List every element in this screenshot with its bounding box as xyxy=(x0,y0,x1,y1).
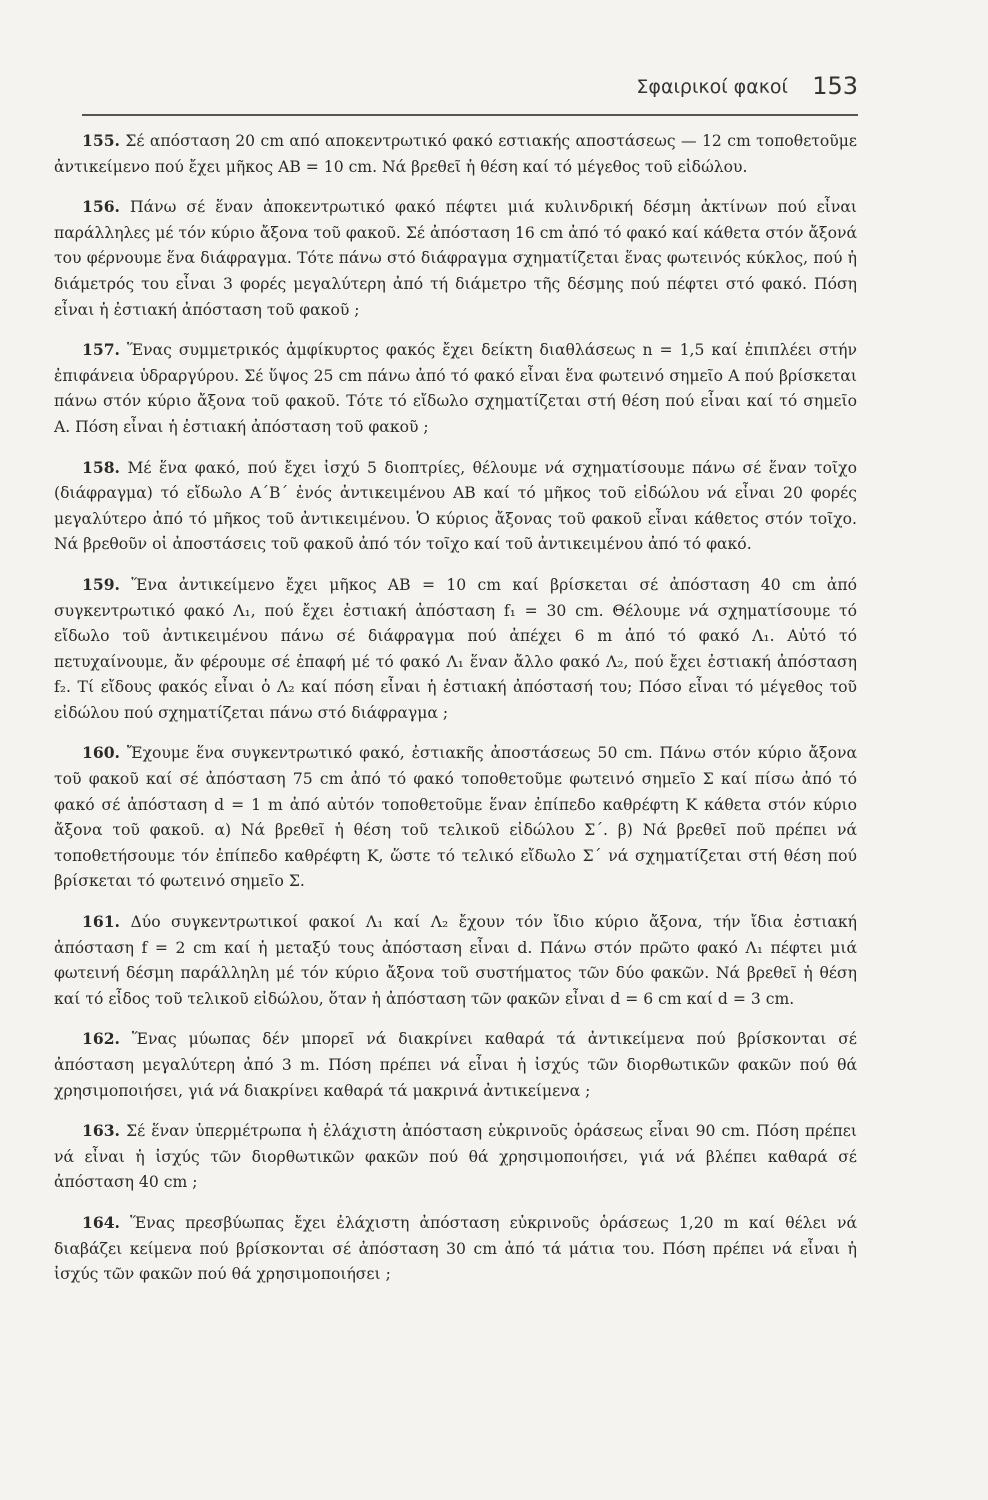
problem-number: 155. xyxy=(82,131,120,150)
problem-text: Δύο συγκεντρωτικοί φακοί Λ₁ καί Λ₂ ἔχουν τόν ἴδιο κύριο ἄξονα, τήν ἴδια ἐστιακή ἀπόσταση f = 2 cm καί ἡ μεταξύ τους ἀπόσταση εἶναι d. Πάνω στόν πρῶτο φακό Λ₁ πέφτει μιά φωτεινή δέσμη παράλληλη μέ τόν κύριο ἄξονα τοῦ συστήματος τῶν δύο φακῶν. Νά βρεθεῖ ἡ θέση καί τό εἶδος τοῦ τελικοῦ εἰδώλου, ὅταν ἡ ἀπόσταση τῶν φακῶν εἶναι d = 6 cm καί d = 3 cm. xyxy=(54,913,857,1008)
problem-157 xyxy=(54,337,857,440)
problem-text: Πάνω σέ ἕναν ἀποκεντρωτικό φακό πέφτει μιά κυλινδρική δέσμη ἀκτίνων πού εἶναι παράλληλες μέ τόν κύριο ἄξονα τοῦ φακοῦ. Σέ ἀπόσταση 16 cm ἀπό τό φακό καί κάθετα στόν ἄξονά του φέρνουμε ἕνα διάφραγμα. Τότε πάνω στό διάφραγμα σχηματίζεται ἕνας φωτεινός κύκλος, πού ἡ διάμετρός του εἶναι 3 φορές μεγαλύτερη ἀπό τή διάμετρο τῆς δέσμης πού πέφτει στό φακό. Πόση εἶναι ἡ ἐστιακή ἀπόσταση τοῦ φακοῦ ; xyxy=(54,198,857,319)
problem-number: 164. xyxy=(82,1212,120,1232)
problem-number: 159. xyxy=(82,574,120,594)
running-head-title: Σφαιρικοί φακοί xyxy=(636,76,788,98)
page-header xyxy=(80,70,858,110)
problem-text: Ἕνας συμμετρικός ἀμφίκυρτος φακός ἔχει δείκτη διαθλάσεως n = 1,5 καί ἐπιπλέει στήν ἐπιφάνεια ὑδραργύρου. Σέ ὕψος 25 cm πάνω ἀπό τό φακό εἶναι ἕνα φωτεινό σημεῖο Α πού βρίσκεται πάνω στόν κύριο ἄξονα τοῦ φακοῦ. Τότε τό εἴδωλο σχηματίζεται στή θέση πού εἶναι καί τό σημεῖο Α. Πόση εἶναι ἡ ἐστιακή ἀπόσταση τοῦ φακοῦ ; xyxy=(54,341,857,436)
problem-list xyxy=(54,128,857,1302)
problem-160 xyxy=(54,740,857,895)
problem-number: 156. xyxy=(82,197,120,217)
problem-159 xyxy=(54,572,857,727)
problem-number: 161. xyxy=(82,912,120,932)
problem-161 xyxy=(54,909,857,1012)
problem-number: 157. xyxy=(82,340,120,360)
problem-text: Μέ ἕνα φακό, πού ἔχει ἰσχύ 5 διοπτρίες, θέλουμε νά σχηματίσουμε πάνω σέ ἕναν τοῖχο (διάφραγμα) τό εἴδωλο Α΄Β΄ ἑνός ἀντικειμένου ΑΒ καί τό μῆκος τοῦ εἰδώλου νά εἶναι 20 φορές μεγαλύτερο ἀπό τό μῆκος τοῦ ἀντικειμένου. Ὁ κύριος ἄξονας τοῦ φακοῦ εἶναι κάθετος στόν τοῖχο. Νά βρεθοῦν οἱ ἀποστάσεις τοῦ φακοῦ ἀπό τόν τοῖχο καί τοῦ ἀντικειμένου ἀπό τό φακό. xyxy=(54,458,857,554)
problem-text: Ἔχουμε ἕνα συγκεντρωτικό φακό, ἐστιακῆς ἀποστάσεως 50 cm. Πάνω στόν κύριο ἄξονα τοῦ φακοῦ καί σέ ἀπόσταση 75 cm ἀπό τό φακό τοποθετοῦμε φωτεινό σημεῖο Σ καί πίσω ἀπό τό φακό σέ ἀπόσταση d = 1 m ἀπό αὐτόν τοποθετοῦμε ἕναν ἐπίπεδο καθρέφτη Κ κάθετα στόν κύριο ἄξονα τοῦ φακοῦ. α) Νά βρεθεῖ ἡ θέση τοῦ τελικοῦ εἰδώλου Σ΄. β) Νά βρεθεῖ ποῦ πρέπει νά τοποθετήσουμε τόν ἐπίπεδο καθρέφτη Κ, ὥστε τό τελικό εἴδωλο Σ΄ νά σχηματίζεται στή θέση πού βρίσκεται τό φωτεινό σημεῖο Σ. xyxy=(54,744,857,891)
problem-155 xyxy=(54,128,857,180)
problem-text: Ἕνας μύωπας δέν μπορεῖ νά διακρίνει καθαρά τά ἀντικείμενα πού βρίσκονται σέ ἀπόσταση μεγαλύτερη ἀπό 3 m. Πόση πρέπει νά εἶναι ἡ ἰσχύς τῶν διορθωτικῶν φακῶν πού θά χρησιμοποιήσει, γιά νά διακρίνει καθαρά τά μακρινά ἀντικείμενα ; xyxy=(54,1030,857,1100)
problem-text: Σέ απόσταση 20 cm από αποκεντρωτικό φακό εστιακής αποστάσεως — 12 cm τοποθετοῦμε ἀντικείμενο πού ἔχει μῆκος ΑΒ = 10 cm. Νά βρεθεῖ ἡ θέση καί τό μέγεθος τοῦ εἰδώλου. xyxy=(54,132,857,176)
problem-156 xyxy=(54,194,857,323)
page-number: 153 xyxy=(812,72,858,100)
problem-text: Ἕνα ἀντικείμενο ἔχει μῆκος ΑΒ = 10 cm καί βρίσκεται σέ ἀπόσταση 40 cm ἀπό συγκεντρωτικό φακό Λ₁, πού ἔχει ἐστιακή ἀπόσταση f₁ = 30 cm. Θέλουμε νά σχηματίσουμε τό εἴδωλο τοῦ ἀντικειμένου πάνω σέ διάφραγμα πού ἀπέχει 6 m ἀπό τό φακό Λ₁. Αὐτό τό πετυχαίνουμε, ἄν φέρουμε σέ ἐπαφή μέ τό φακό Λ₁ ἕναν ἄλλο φακό Λ₂, πού ἔχει ἐστιακή ἀπόσταση f₂. Τί εἴδους φακός εἶναι ὁ Λ₂ καί πόση εἶναι ἡ ἐστιακή ἀπόστασή του; Πόσο εἶναι τό μέγεθος τοῦ εἰδώλου πού σχηματίζεται πάνω στό διάφραγμα ; xyxy=(54,575,857,722)
problem-162 xyxy=(54,1026,857,1104)
problem-158 xyxy=(54,455,857,558)
problem-number: 160. xyxy=(82,743,120,763)
problem-text: Σέ ἕναν ὑπερμέτρωπα ἡ ἐλάχιστη ἀπόσταση εὐκρινοῦς ὁράσεως εἶναι 90 cm. Πόση πρέπει νά εἶναι ἡ ἰσχύς τῶν διορθωτικῶν φακῶν πού θά χρησιμοποιήσει, γιά νά βλέπει καθαρά σέ ἀπόσταση 40 cm ; xyxy=(54,1122,857,1192)
problem-number: 158. xyxy=(82,457,120,477)
problem-number: 163. xyxy=(82,1121,120,1141)
header-rule xyxy=(82,114,858,116)
problem-164 xyxy=(54,1210,857,1288)
problem-number: 162. xyxy=(82,1029,120,1049)
problem-text: Ἕνας πρεσβύωπας ἔχει ἐλάχιστη ἀπόσταση εὐκρινοῦς ὁράσεως 1,20 m καί θέλει νά διαβάζει κείμενα πού βρίσκονται σέ ἀπόσταση 30 cm ἀπό τά μάτια του. Πόση πρέπει νά εἶναι ἡ ἰσχύς τῶν φακῶν πού θά χρησιμοποιήσει ; xyxy=(54,1213,857,1284)
problem-163 xyxy=(54,1118,857,1196)
